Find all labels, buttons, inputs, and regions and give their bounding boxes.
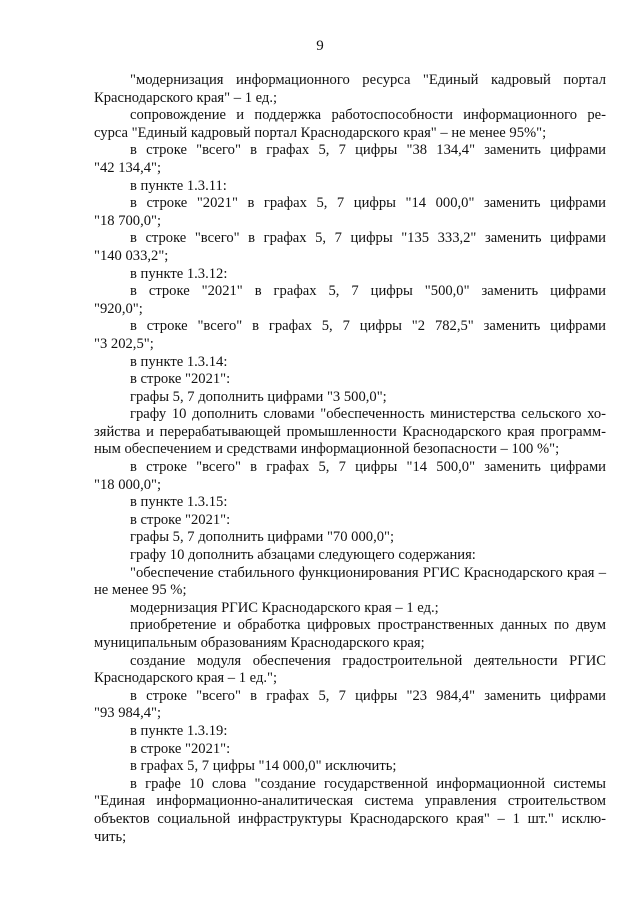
text-line: в строке "всего" в графах 5, 7 цифры "135 333,2" заменить цифрами	[130, 230, 606, 247]
text-line: в строке "всего" в графах 5, 7 цифры "2 782,5" заменить цифрами	[130, 318, 606, 335]
text-line: "920,0";	[94, 300, 143, 317]
text-line: в строке "2021" в графах 5, 7 цифры "500,0" заменить цифрами	[130, 283, 606, 300]
text-line: графы 5, 7 дополнить цифрами "3 500,0";	[130, 388, 387, 405]
text-line: "Единая информационно-аналитическая система управления строительством	[94, 793, 606, 810]
text-line: "3 202,5";	[94, 335, 154, 352]
text-line: не менее 95 %;	[94, 582, 187, 599]
text-line: "18 000,0";	[94, 476, 162, 493]
text-line: в пункте 1.3.12:	[130, 265, 228, 282]
text-line: "42 134,4";	[94, 159, 162, 176]
text-line: в пункте 1.3.11:	[130, 177, 227, 194]
page-number: 9	[316, 38, 324, 54]
text-line: в строке "2021" в графах 5, 7 цифры "14 000,0" заменить цифрами	[130, 195, 606, 212]
text-line: чить;	[94, 828, 127, 845]
text-line: в строке "2021":	[130, 740, 231, 757]
text-line: графы 5, 7 дополнить цифрами "70 000,0";	[130, 529, 395, 546]
text-line: в пункте 1.3.19:	[130, 722, 228, 739]
text-line: "18 700,0";	[94, 212, 162, 229]
text-line: создание модуля обеспечения градостроительной деятельности РГИС	[130, 652, 606, 669]
text-line: "93 984,4";	[94, 705, 162, 722]
text-line: модернизация РГИС Краснодарского края – 1 ед.;	[130, 599, 439, 616]
text-line: зяйства и перерабатывающей промышленности Краснодарского края программ-	[94, 423, 606, 440]
text-line: графу 10 дополнить абзацами следующего содержания:	[130, 547, 476, 564]
text-line: сурса "Единый кадровый портал Краснодарского края" – не менее 95%";	[94, 124, 547, 141]
text-line: "140 033,2";	[94, 247, 169, 264]
text-line: в строке "всего" в графах 5, 7 цифры "14 500,0" заменить цифрами	[130, 459, 606, 476]
text-line: муниципальным образованиям Краснодарского края;	[94, 635, 425, 651]
text-line: сопровождение и поддержка работоспособности информационного ре-	[130, 107, 606, 124]
text-line: в строке "2021":	[130, 371, 231, 388]
text-line: в строке "2021":	[130, 511, 231, 528]
text-line: приобретение и обработка цифровых пространственных данных по двум	[130, 617, 606, 634]
text-line: Краснодарского края" – 1 ед.;	[94, 89, 278, 106]
text-line: "модернизация информационного ресурса "Единый кадровый портал	[130, 72, 606, 88]
text-line: в пункте 1.3.15:	[130, 494, 228, 511]
text-line: в строке "всего" в графах 5, 7 цифры "23 984,4" заменить цифрами	[130, 687, 606, 704]
text-line: Краснодарского края – 1 ед.";	[94, 670, 278, 687]
text-line: "обеспечение стабильного функционирования РГИС Краснодарского края –	[130, 564, 606, 581]
text-line: в строке "всего" в графах 5, 7 цифры "38 134,4" заменить цифрами	[130, 142, 606, 159]
text-line: графу 10 дополнить словами "обеспеченность министерства сельского хо-	[130, 406, 606, 423]
text-line: в пункте 1.3.14:	[130, 353, 228, 370]
text-line: объектов социальной инфраструктуры Краснодарского края" – 1 шт." исклю-	[94, 810, 606, 827]
text-line: ным обеспечением и средствами информационной безопасности – 100 %";	[94, 441, 560, 458]
text-line: в графах 5, 7 цифры "14 000,0" исключить;	[130, 758, 397, 775]
text-line: в графе 10 слова "создание государственной информационной системы	[130, 775, 606, 792]
document-body	[94, 72, 606, 846]
